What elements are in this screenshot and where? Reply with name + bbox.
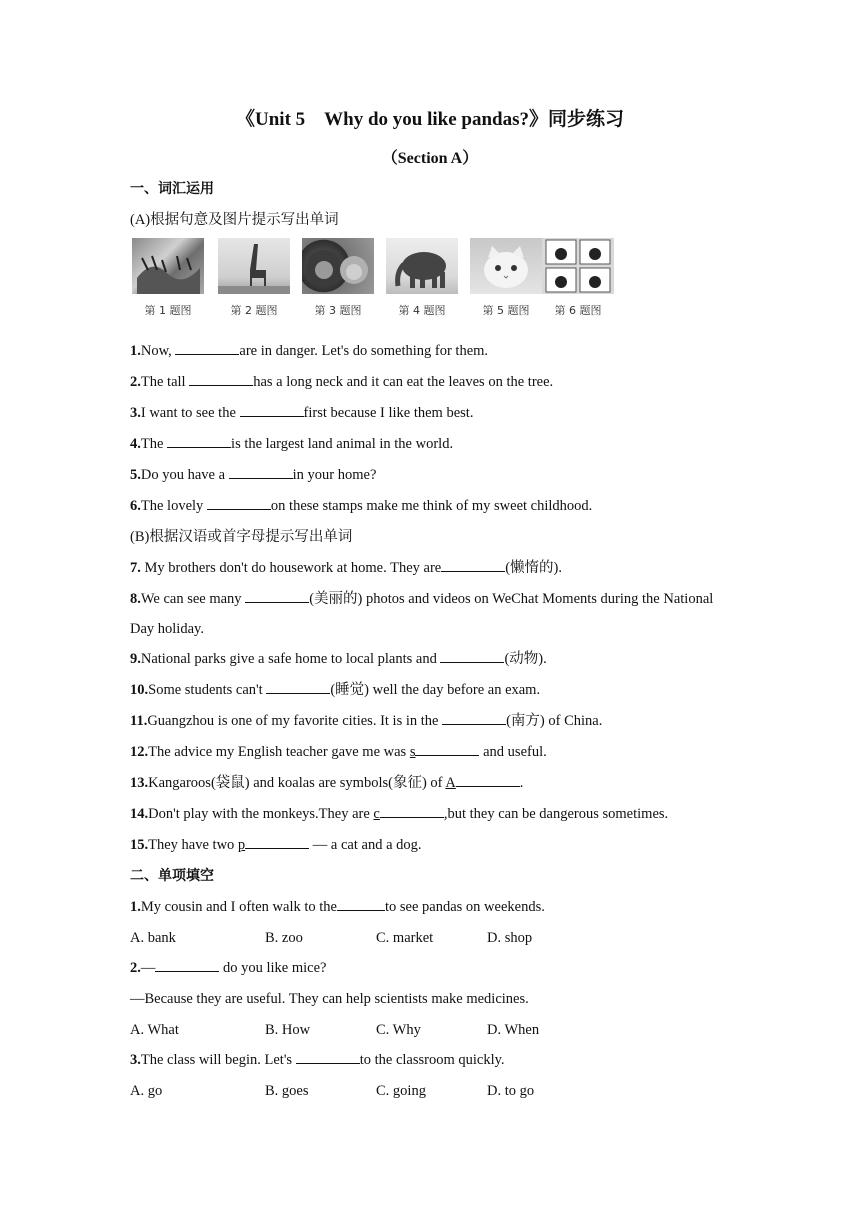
lions-photo: [302, 238, 374, 318]
option-a[interactable]: A. go: [130, 1083, 163, 1099]
section-subtitle: （Section A）: [381, 150, 479, 167]
picture-caption: 第 3 题图: [314, 304, 362, 317]
question-12: 12.The advice my English teacher gave me was s and useful.: [130, 737, 730, 768]
part1-subA: (A)根据句意及图片提示写出单词: [130, 212, 339, 228]
question-15: 15.They have two p — a cat and a dog.: [130, 830, 730, 861]
answer-blank[interactable]: [175, 337, 239, 355]
option-a[interactable]: A. What: [130, 1022, 179, 1038]
option-c[interactable]: C. market: [376, 930, 434, 946]
giraffe-photo: [218, 238, 290, 318]
answer-blank[interactable]: [415, 738, 479, 756]
part1-heading: 一、词汇运用: [130, 181, 214, 197]
question-1: 1.Now, are in danger. Let's do something for them.: [130, 336, 730, 367]
question-13: 13.Kangaroos(袋鼠) and koalas are symbols(象征) of A .: [130, 768, 730, 799]
answer-blank[interactable]: [441, 554, 505, 572]
question-3: 3.I want to see the first because I like them best.: [130, 398, 730, 429]
initial-letter: p: [237, 837, 246, 853]
option-b[interactable]: B. How: [265, 1022, 311, 1038]
option-a[interactable]: A. bank: [130, 930, 176, 946]
picture-caption: 第 6 题图: [554, 304, 602, 317]
question-6: 6.The lovely on these stamps make me think of my sweet childhood.: [130, 491, 730, 522]
answer-blank[interactable]: [167, 430, 231, 448]
question-5: 5.Do you have a in your home?: [130, 460, 730, 491]
question-9: 9.National parks give a safe home to local plants and (动物).: [130, 644, 730, 675]
answer-blank[interactable]: [266, 676, 330, 694]
part2-heading: 二、单项填空: [130, 868, 214, 884]
question-11: 11.Guangzhou is one of my favorite cities. It is in the (南方) of China.: [130, 706, 730, 737]
option-c[interactable]: C. Why: [376, 1022, 421, 1038]
option-c[interactable]: C. going: [376, 1083, 426, 1099]
worksheet-content: [130, 174, 730, 1106]
answer-blank[interactable]: [229, 461, 293, 479]
answer-blank[interactable]: [245, 585, 309, 603]
question-2: 2.The tall has a long neck and it can eat the leaves on the tree.: [130, 367, 730, 398]
mc-options-2: [130, 1015, 730, 1045]
answer-blank[interactable]: [189, 368, 253, 386]
picture-caption: 第 2 题图: [230, 304, 278, 317]
initial-letter: A: [445, 775, 456, 791]
page-title: 《Unit 5 Why do you like pandas?》同步练习: [236, 109, 624, 130]
initial-letter: c: [373, 806, 380, 822]
mc-question-1: 1.My cousin and I often walk to the to see pandas on weekends.: [130, 892, 730, 923]
option-d[interactable]: D. to go: [487, 1083, 535, 1099]
answer-blank[interactable]: [245, 831, 309, 849]
tigers-photo: [132, 238, 204, 318]
answer-blank[interactable]: [380, 800, 444, 818]
question-8: 8.We can see many (美丽的) photos and videos on WeChat Moments during the National Day holiday.: [130, 584, 720, 644]
option-d[interactable]: D. When: [487, 1022, 540, 1038]
picture-row: [130, 238, 730, 330]
answer-blank[interactable]: [207, 492, 271, 510]
answer-blank[interactable]: [155, 954, 219, 972]
mc-question-2: 2.— do you like mice?: [130, 953, 730, 984]
answer-blank[interactable]: [240, 399, 304, 417]
answer-blank[interactable]: [456, 769, 520, 787]
picture-caption: 第 4 题图: [398, 304, 446, 317]
part1-subB: (B)根据汉语或首字母提示写出单词: [130, 529, 353, 545]
cat-photo: [470, 238, 542, 318]
elephant-photo: [386, 238, 458, 318]
option-b[interactable]: B. goes: [265, 1083, 309, 1099]
question-4: 4.The is the largest land animal in the world.: [130, 429, 730, 460]
answer-blank[interactable]: [296, 1046, 360, 1064]
question-14: 14.Don't play with the monkeys.They are c ,but they can be dangerous sometimes.: [130, 799, 730, 830]
picture-caption: 第 5 题图: [482, 304, 530, 317]
panda-stamps-photo: [542, 238, 614, 318]
option-b[interactable]: B. zoo: [265, 930, 303, 946]
initial-letter: s: [409, 744, 416, 760]
option-d[interactable]: D. shop: [487, 930, 533, 946]
mc-options-3: [130, 1076, 730, 1106]
question-10: 10.Some students can't (睡觉) well the day before an exam.: [130, 675, 730, 706]
answer-blank[interactable]: [440, 645, 504, 663]
picture-caption: 第 1 题图: [144, 304, 192, 317]
question-7: 7. My brothers don't do housework at home. They are (懒惰的).: [130, 553, 730, 584]
mc-options-1: [130, 923, 730, 953]
mc-reply-2: —Because they are useful. They can help scientists make medicines.: [130, 991, 529, 1007]
answer-blank[interactable]: [442, 707, 506, 725]
answer-blank[interactable]: [337, 893, 385, 911]
mc-question-3: 3.The class will begin. Let's to the classroom quickly.: [130, 1045, 730, 1076]
